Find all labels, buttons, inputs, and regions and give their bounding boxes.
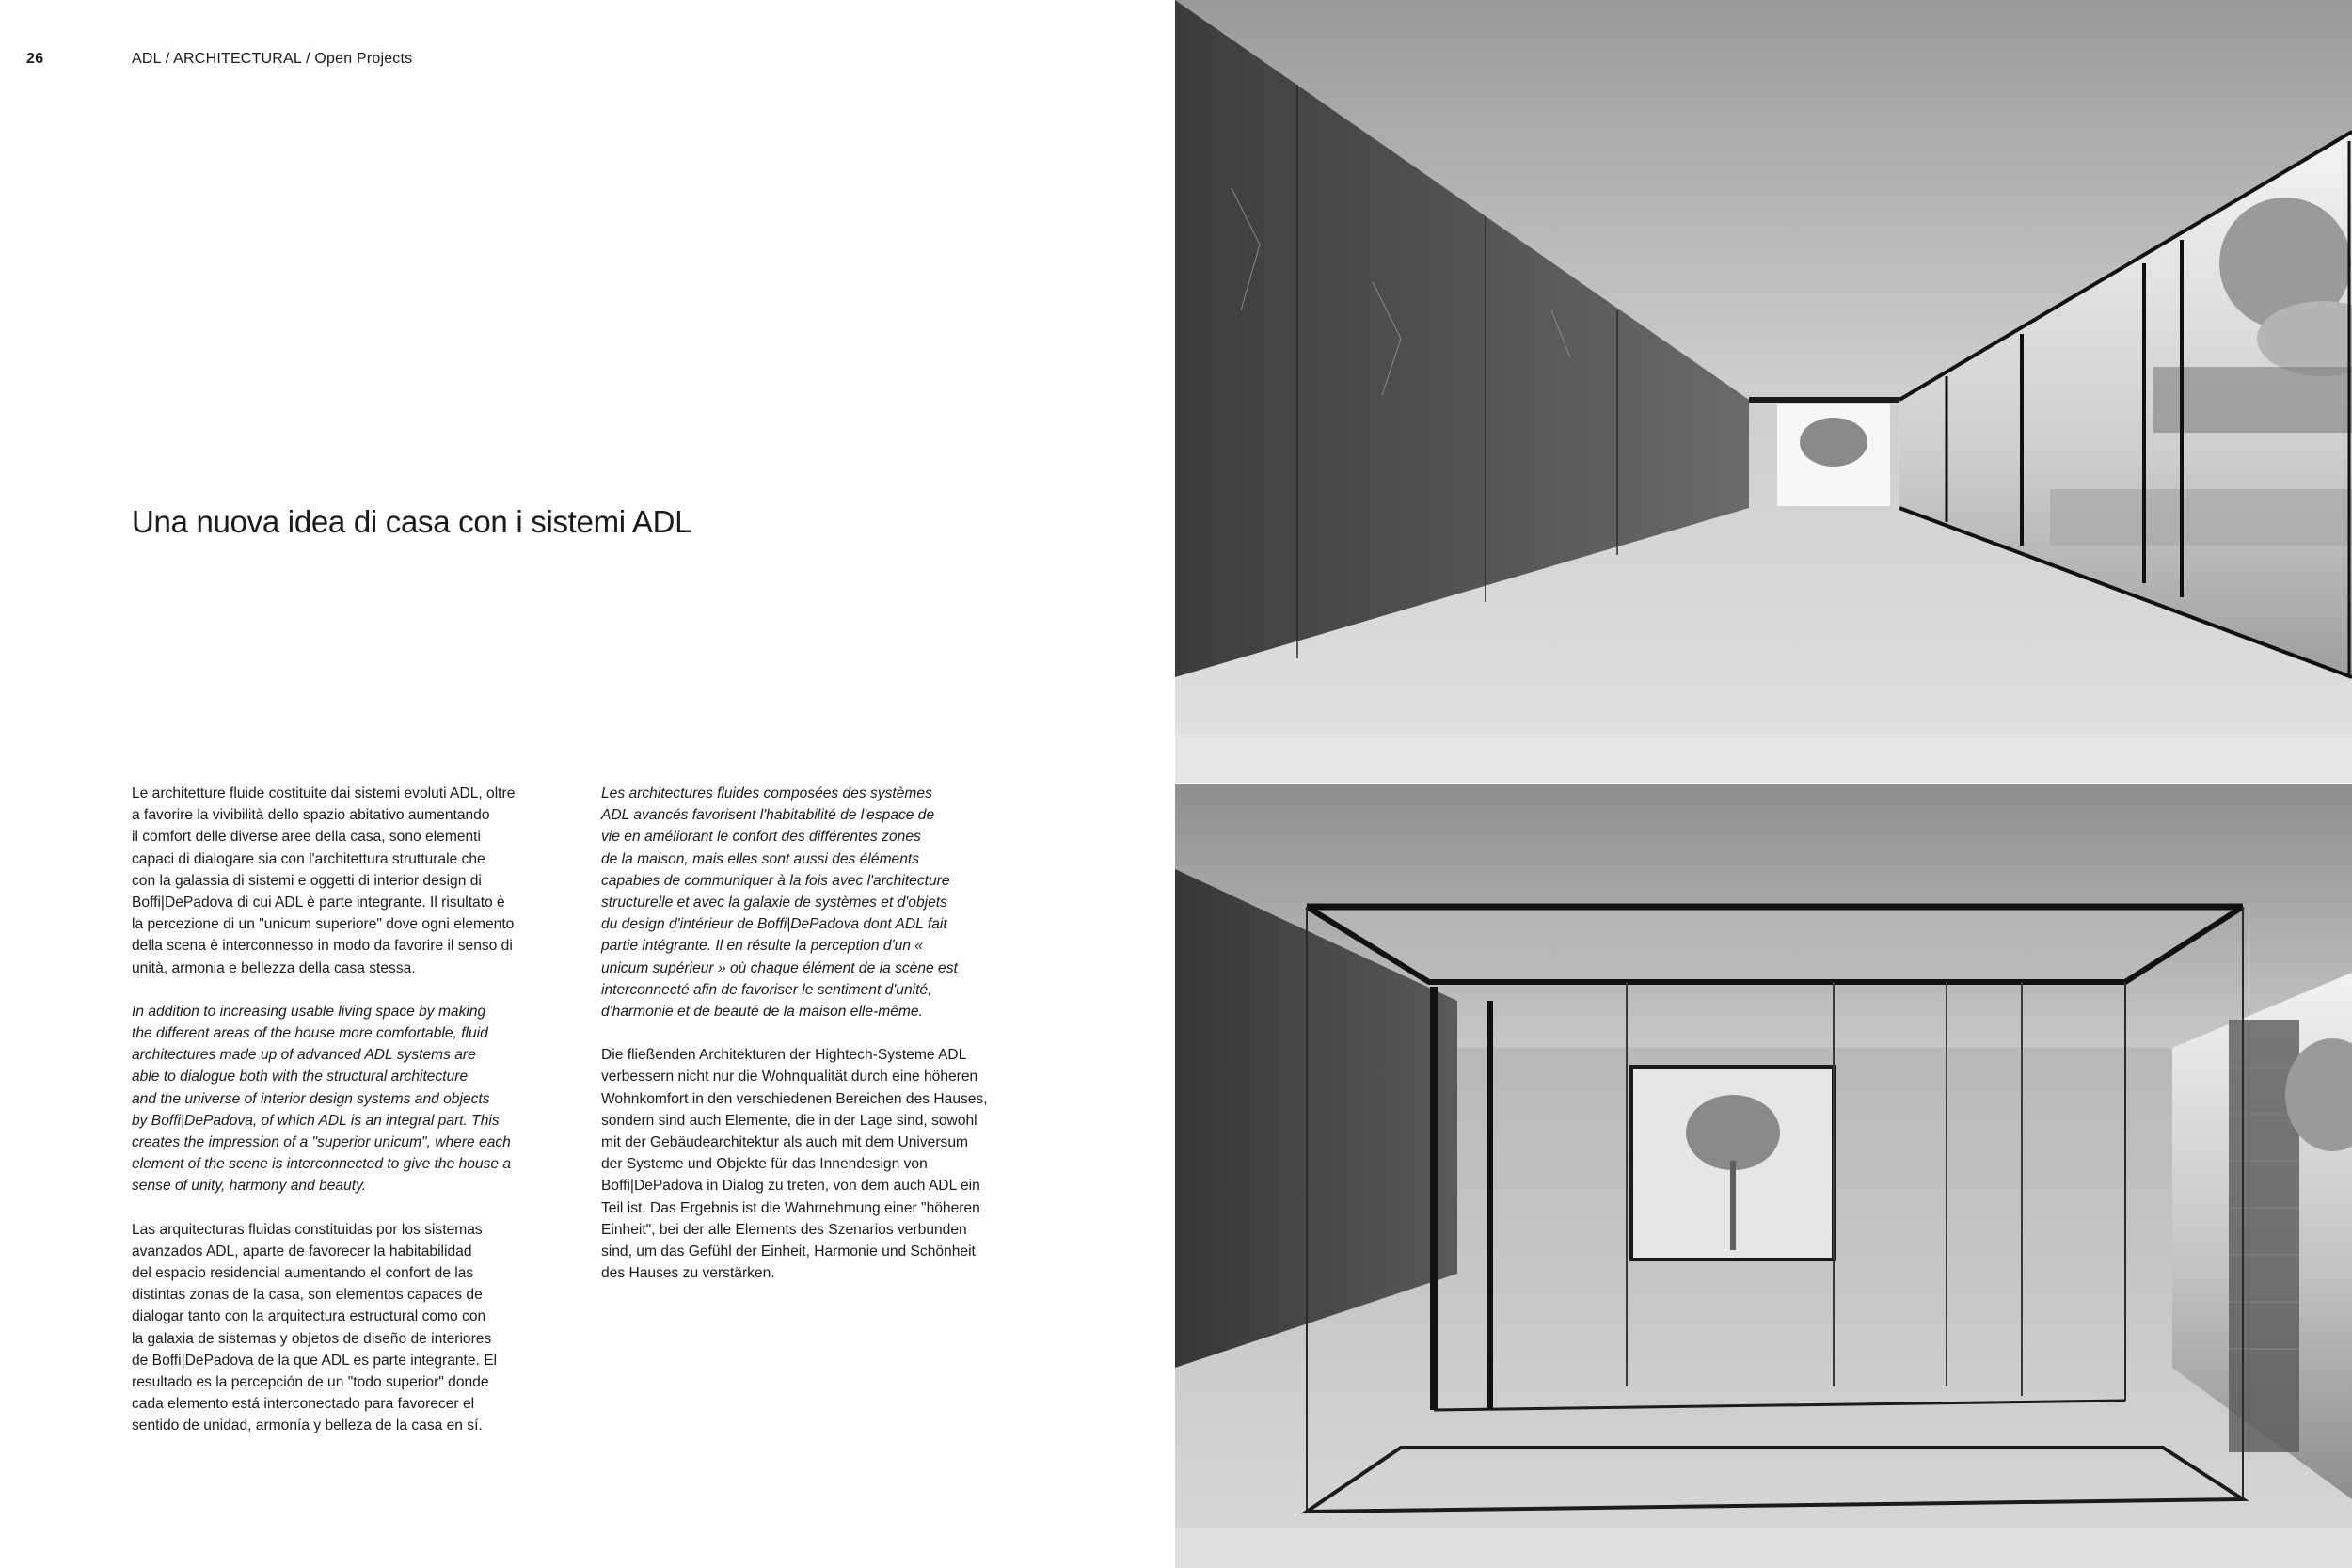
photo-glass-box-illustration [1175, 784, 2352, 1568]
text-column-right [601, 783, 1053, 1306]
breadcrumb: ADL / ARCHITECTURAL / Open Projects [132, 51, 413, 67]
photo-loggia-corridor [1175, 0, 2352, 783]
page-number: 26 [26, 51, 44, 67]
photo-glass-box [1175, 784, 2352, 1568]
paragraph-french: Les architectures fluides composées des systèmes ADL avancés favorisent l'habitabilité de l'espace de vie en améliorant le confort des différentes zones de la maison, mais elles sont aussi des éléments capables de communiquer à la fois avec l'architecture structurelle et avec la galaxie de systèmes et d'objets du design d'intérieur de Boffi|DePadova dont ADL fait partie intégrante. Il en résulte la perception d'un « unicum supérieur » où chaque élément de la scène est interconnecté afin de favoriser le sentiment d'unité, d'harmonie et de beauté de la maison elle-même. [601, 785, 958, 1021]
paragraph-spanish: Las arquitecturas fluidas constituidas por los sistemas avanzados ADL, aparte de favorecer la habitabilidad del espacio residencial aumentando el confort de las distintas zonas de la casa, son elementos capaces de dialogar tanto con la arquitectura estructural como con la galaxia de sistemas y objetos de diseño de interiores de Boffi|DePadova de la que ADL es parte integrante. El resultado es la percepción de un "todo superior" donde cada elemento está interconectado para favorecer el sentido de unidad, armonía y belleza de la casa en sí. [132, 1221, 498, 1434]
left-page [0, 0, 1174, 1568]
text-column-left [132, 783, 583, 1459]
photo-loggia-corridor-illustration [1175, 0, 2352, 783]
page-title: Una nuova idea di casa con i sistemi ADL [132, 504, 692, 539]
paragraph-english: In addition to increasing usable living space by making the different areas of the house more comfortable, fluid architectures made up of advanced ADL systems are able to dialogue both with the structural architecture and the universe of interior design systems and objects by Boffi|DePadova, of which ADL is an integral part. This creates the impression of a "superior unicum", where each element of the scene is interconnected to give the house a sense of unity, harmony and beauty. [132, 1003, 512, 1195]
paragraph-german: Die fließenden Architekturen der Hightech-Systeme ADL verbessern nicht nur die Wohnqualität durch eine höheren Wohnkomfort in den verschiedenen Bereichen des Hauses, sondern sind auch Elemente, die in der Lage sind, sowohl mit der Gebäudearchitektur als auch mit dem Universum der Systeme und Objekte für das Innendesign von Boffi|DePadova in Dialog zu treten, von dem auch ADL ein Teil ist. Das Ergebnis ist die Wahrnehmung einer "höheren Einheit", bei der alle Elements des Szenarios verbunden sind, um das Gefühl der Einheit, Harmonie und Schönheit des Hauses zu verstärken. [601, 1047, 988, 1282]
paragraph-italian: Le architetture fluide costituite dai sistemi evoluti ADL, oltre a favorire la vivibilità dello spazio abitativo aumentando il comfort delle diverse aree della casa, sono elementi capaci di dialogare sia con l'architettura strutturale che con la galassia di sistemi e oggetti di interior design di Boffi|DePadova di cui ADL è parte integrante. Il risultato è la percezione di un "unicum superiore" dove ogni elemento della scena è interconnesso in modo da favorire il senso di unità, armonia e bellezza della casa stessa. [132, 785, 516, 976]
